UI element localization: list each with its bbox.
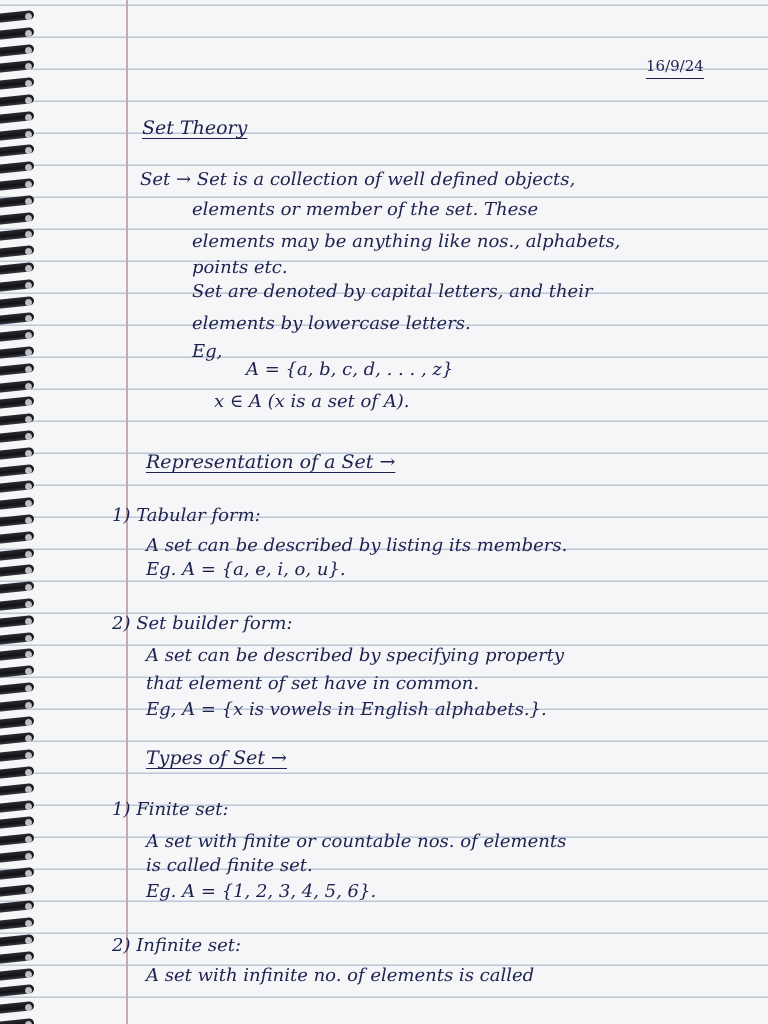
binding-hole: [25, 47, 32, 54]
tabular-label: 1) Tabular form:: [112, 505, 261, 526]
binding-hole: [25, 231, 32, 238]
binding-hole: [25, 987, 32, 994]
representation-heading: Representation of a Set →: [146, 451, 396, 473]
example-membership: x ∈ A (x is a set of A).: [214, 391, 410, 412]
tabular-line-2: Eg. A = {a, e, i, o, u}.: [146, 559, 346, 580]
binding-hole: [25, 601, 32, 608]
binding-hole: [25, 215, 32, 222]
binding-hole: [25, 450, 32, 457]
binding-hole: [25, 735, 32, 742]
binding-hole: [25, 97, 32, 104]
finite-line-2: is called finite set.: [146, 855, 313, 876]
set-def-line-1: Set → Set is a collection of well defined objects,: [140, 169, 576, 190]
binding-hole: [25, 719, 32, 726]
binding-hole: [25, 685, 32, 692]
binding-hole: [25, 147, 32, 154]
binding-hole: [25, 315, 32, 322]
binding-hole: [25, 954, 32, 961]
binding-hole: [25, 887, 32, 894]
finite-line-3: Eg. A = {1, 2, 3, 4, 5, 6}.: [146, 881, 377, 902]
binding-hole: [25, 517, 32, 524]
page-title: Set Theory: [142, 117, 248, 139]
binding-hole: [25, 299, 32, 306]
builder-line-1: A set can be described by specifying property: [146, 645, 565, 666]
binding-hole: [25, 702, 32, 709]
binding-hole: [25, 635, 32, 642]
example-set-a: A = {a, b, c, d, . . . , z}: [246, 359, 454, 380]
binding-hole: [25, 803, 32, 810]
set-def-line-5: Set are denoted by capital letters, and their: [192, 281, 593, 302]
binding-hole: [25, 181, 32, 188]
binding-hole: [25, 349, 32, 356]
binding-hole: [25, 30, 32, 37]
binding-hole: [25, 383, 32, 390]
builder-line-3: Eg, A = {x is vowels in English alphabets.}.: [146, 699, 547, 720]
date: 16/9/24: [646, 56, 704, 79]
binding-hole: [25, 63, 32, 70]
binding-hole: [25, 853, 32, 860]
binding-hole: [25, 198, 32, 205]
binding-hole: [25, 971, 32, 978]
finite-line-1: A set with finite or countable nos. of elements: [146, 831, 567, 852]
binding-hole: [25, 433, 32, 440]
binding-hole: [25, 903, 32, 910]
binding-hole: [25, 567, 32, 574]
infinite-line-1: A set with infinite no. of elements is called: [146, 965, 535, 986]
binding-hole: [25, 618, 32, 625]
binding-hole: [25, 769, 32, 776]
builder-label: 2) Set builder form:: [112, 613, 293, 634]
binding-hole: [25, 399, 32, 406]
binding-hole: [25, 937, 32, 944]
set-def-line-4: points etc.: [192, 257, 288, 278]
example-label: Eg,: [192, 341, 223, 362]
binding-hole: [25, 467, 32, 474]
binding-hole: [25, 131, 32, 138]
spiral-binding: [0, 0, 40, 1024]
set-def-line-6: elements by lowercase letters.: [192, 313, 471, 334]
binding-hole: [25, 483, 32, 490]
finite-label: 1) Finite set:: [112, 799, 229, 820]
binding-hole: [25, 551, 32, 558]
binding-hole: [25, 651, 32, 658]
set-def-line-3: elements may be anything like nos., alphabets,: [192, 231, 621, 252]
binding-hole: [25, 282, 32, 289]
binding-hole: [25, 819, 32, 826]
types-heading: Types of Set →: [146, 747, 287, 769]
binding-hole: [25, 366, 32, 373]
binding-hole: [25, 13, 32, 20]
infinite-label: 2) Infinite set:: [112, 935, 242, 956]
set-def-line-2: elements or member of the set. These: [192, 199, 539, 220]
binding-hole: [25, 114, 32, 121]
binding-hole: [25, 870, 32, 877]
binding-hole: [25, 534, 32, 541]
tabular-line-1: A set can be described by listing its members.: [146, 535, 568, 556]
builder-line-2: that element of set have in common.: [146, 673, 480, 694]
binding-hole: [25, 265, 32, 272]
binding-hole: [25, 786, 32, 793]
